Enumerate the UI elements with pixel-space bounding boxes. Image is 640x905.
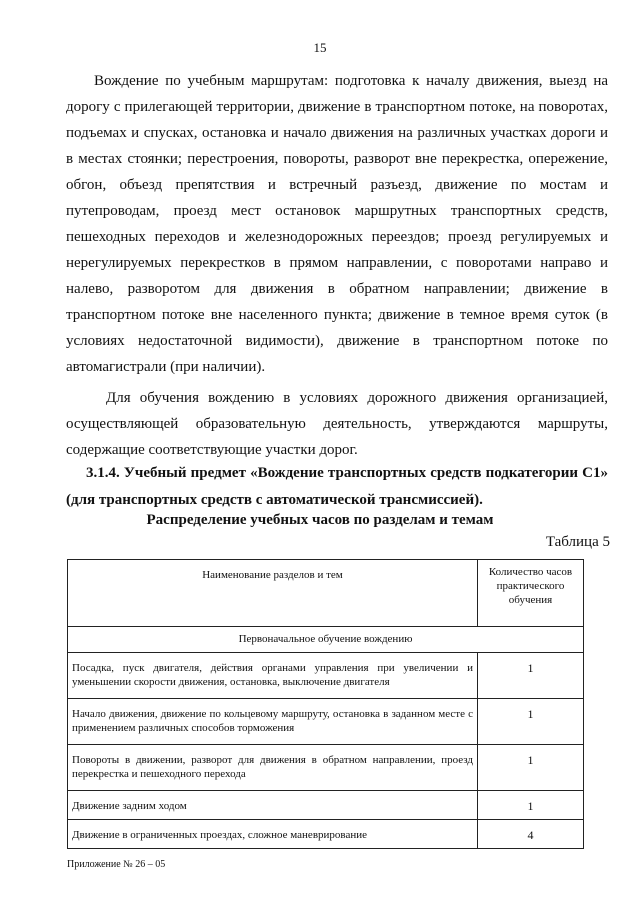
table-row bbox=[68, 791, 584, 820]
table-heading: Распределение учебных часов по разделам и темам bbox=[146, 512, 494, 528]
paragraph-driving-routes: Вождение по учебным маршрутам: подготовка к началу движения, выезд на дорогу с прилегающей территории, движение в транспортном потоке, на поворотах, подъемах и спусках, остановка и начало движения на различных участках дороги и в местах стоянки; перестроения, повороты, разворот вне перекрестка, опережение, обгон, объезд препятствия и встречный разъезд, движение по мостам и путепроводам, проезд мест остановок маршрутных транспортных средств, пешеходных переходов и железнодорожных переездов; проезд регулируемых и нерегулируемых перекрестков в прямом направлении, с поворотами направо и налево, разворотом для движения в обратном направлении; движение в транспортном потоке вне населенного пункта; движение в темное время суток (в условиях недостаточной видимости), движение в транспортном потоке по автомагистрали (при наличии). bbox=[66, 73, 608, 375]
row-topic: Начало движения, движение по кольцевому маршруту, остановка в заданном месте с применением различных способов торможения bbox=[68, 699, 478, 745]
table-label: Таблица 5 bbox=[545, 534, 610, 550]
header-name: Наименование разделов и тем bbox=[68, 560, 478, 627]
table-section-row bbox=[68, 627, 584, 653]
section-heading-3-1-4: 3.1.4. Учебный предмет «Вождение транспортных средств подкатегории C1» (для транспортных средств с автоматической трансмиссией). bbox=[66, 465, 608, 508]
page-number: 15 bbox=[313, 40, 327, 55]
table-row bbox=[68, 653, 584, 699]
section-title: Первоначальное обучение вождению bbox=[68, 627, 584, 653]
row-topic: Движение в ограниченных проездах, сложное маневрирование bbox=[68, 820, 478, 849]
table-row bbox=[68, 745, 584, 791]
table-row bbox=[68, 820, 584, 849]
footer-attachment: Приложение № 26 – 05 bbox=[67, 859, 166, 870]
row-hours: 1 bbox=[478, 745, 584, 791]
row-topic: Посадка, пуск двигателя, действия органами управления при увеличении и уменьшении скорости движения, остановка, выключение двигателя bbox=[68, 653, 478, 699]
row-hours: 1 bbox=[478, 699, 584, 745]
row-topic: Движение задним ходом bbox=[68, 791, 478, 820]
table-row bbox=[68, 699, 584, 745]
hours-table bbox=[67, 559, 584, 849]
paragraph-routes-approval: Для обучения вождению в условиях дорожного движения организацией, осуществляющей образовательную деятельность, утверждаются маршруты, содержащие соответствующие участки дорог. bbox=[66, 390, 608, 458]
row-topic: Повороты в движении, разворот для движения в обратном направлении, проезд перекрестка и пешеходного перехода bbox=[68, 745, 478, 791]
header-hours: Количество часов практического обучения bbox=[478, 560, 584, 627]
row-hours: 1 bbox=[478, 653, 584, 699]
row-hours: 1 bbox=[478, 791, 584, 820]
table-header-row bbox=[68, 560, 584, 627]
row-hours: 4 bbox=[478, 820, 584, 849]
